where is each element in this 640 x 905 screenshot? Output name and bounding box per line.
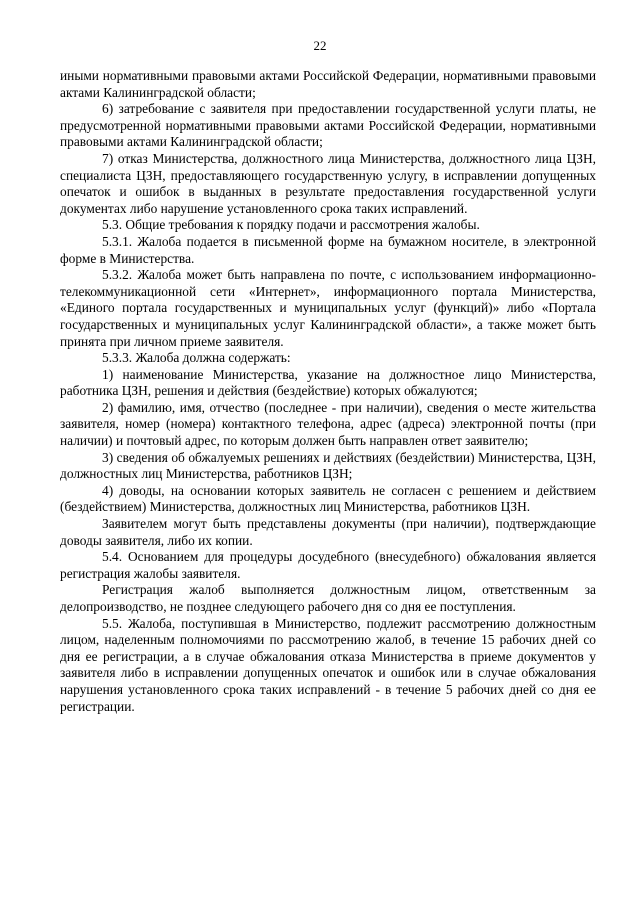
paragraph-5-3-3: 5.3.3. Жалоба должна содержать: — [102, 350, 291, 366]
paragraph-item-6: 6) затребование с заявителя при предоставлении государственной услуги платы, не предусмотренной нормативными правовыми актами Российской Федерации, нормативными правовыми актами Калининградской области; — [60, 101, 596, 150]
complaint-item-4: 4) доводы, на основании которых заявитель не согласен с решением и действием (бездействием) Министерства, должностных лиц Министерства, работников ЦЗН. — [60, 482, 596, 515]
paragraph-5-5: 5.5. Жалоба, поступившая в Министерство, подлежит рассмотрению должностным лицом, наделенным полномочиями по рассмотрению жалоб, в течение 15 рабочих дней со дня ее регистрации, а в случае обжалования отказа Министерства в приеме документов у заявителя либо в исправлении допущенных опечаток и ошибок или в случае обжалования нарушения установленного срока таких исправлений - в течение 5 рабочих дней со дня ее регистрации. — [60, 615, 596, 714]
section-5-3-heading: 5.3. Общие требования к порядку подачи и рассмотрения жалобы. — [102, 217, 480, 233]
paragraph-continuation: иными нормативными правовыми актами Российской Федерации, нормативными правовыми актами Калининградской области; — [60, 68, 596, 100]
paragraph-5-3-2: 5.3.2. Жалоба может быть направлена по почте, с использованием информационно-телекоммуникационной сети «Интернет», информационного портала Министерства, «Единого портала государственных и муниципальных услуг (функций)» либо «Портала государственных и муниципальных услуг Калининградской области», а также может быть принята при личном приеме заявителя. — [60, 267, 596, 349]
page-number: 22 — [313, 38, 327, 53]
complaint-item-2: 2) фамилию, имя, отчество (последнее - при наличии), сведения о месте жительства заявителя, номер (номера) контактного телефона, адрес (адреса) электронной почты (при наличии) и почтовый адрес, по которым должен быть направлен ответ заявителю; — [60, 399, 596, 449]
complaint-item-3: 3) сведения об обжалуемых решениях и действиях (бездействии) Министерства, ЦЗН, должностных лиц Министерства, работников ЦЗН; — [60, 449, 596, 482]
complaint-item-1: 1) наименование Министерства, указание на должностное лицо Министерства, работника ЦЗН, решения и действия (бездействие) которых обжалуются; — [60, 366, 596, 399]
paragraph-registration: Регистрация жалоб выполняется должностным лицом, ответственным за делопроизводство, не позднее следующего рабочего дня со дня ее поступления. — [60, 582, 596, 614]
document-body — [60, 68, 596, 715]
paragraph-item-7: 7) отказ Министерства, должностного лица Министерства, должностного лица ЦЗН, специалиста ЦЗН, предоставляющего государственную услугу, в исправлении допущенных опечаток и ошибок в выданных в результате предоставления государственной услуги документах либо нарушение установленного срока таких исправлений. — [60, 150, 596, 216]
paragraph-5-3-1: 5.3.1. Жалоба подается в письменной форме на бумажном носителе, в электронной форме в Министерства. — [60, 233, 596, 266]
paragraph-5-4: 5.4. Основанием для процедуры досудебного (внесудебного) обжалования является регистрация жалобы заявителя. — [60, 549, 596, 581]
paragraph-supporting-documents: Заявителем могут быть представлены документы (при наличии), подтверждающие доводы заявителя, либо их копии. — [60, 516, 596, 548]
